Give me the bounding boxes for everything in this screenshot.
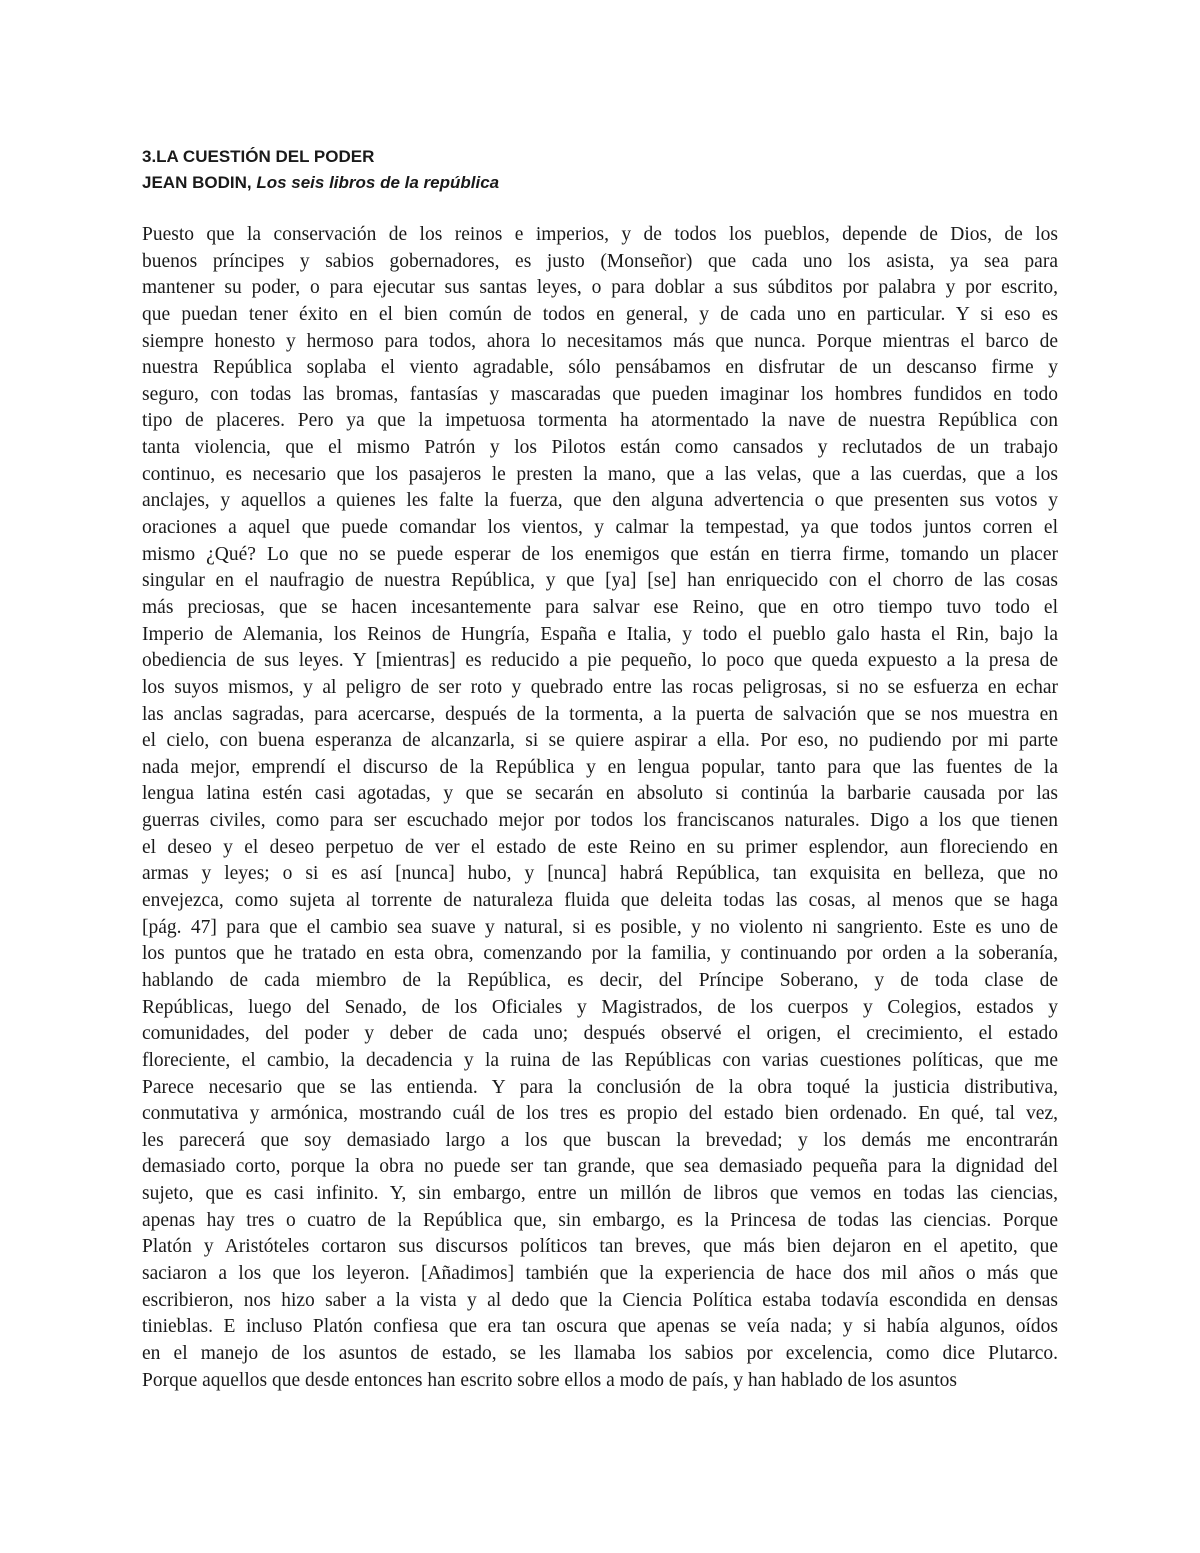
- body-line: [pág. 47] para que el cambio sea suave y natural, si es posible, y no violento ni sangriento. Este es uno de: [142, 916, 1058, 938]
- body-line: saciaron a los que los leyeron. [Añadimos] también que la experiencia de hace dos mil años o más que: [142, 1262, 1058, 1284]
- body-line: lengua latina estén casi agotadas, y que se secarán en absoluto si continúa la barbarie causada por las: [142, 783, 1058, 805]
- body-line: obediencia de sus leyes. Y [mientras] es reducido a pie pequeño, lo poco que queda expuesto a la presa de: [142, 650, 1058, 672]
- body-line: continuo, es necesario que los pasajeros le presten la mano, que a las velas, que a las cuerdas, que a los: [142, 463, 1058, 485]
- body-line: les parecerá que soy demasiado largo a los que buscan la brevedad; y los demás me encontrarán: [142, 1129, 1058, 1151]
- body-line: floreciente, el cambio, la decadencia y la ruina de las Repúblicas con varias cuestiones políticas, que me: [142, 1049, 1058, 1071]
- body-line: tinieblas. E incluso Platón confiesa que era tan oscura que apenas se veía nada; y si había algunos, oídos: [142, 1316, 1058, 1338]
- body-line: nuestra República soplaba el viento agradable, sólo pensábamos en disfrutar de un descanso firme y: [142, 357, 1058, 379]
- body-line: nada mejor, emprendí el discurso de la República y en lengua popular, tanto para que las fuentes de la: [142, 756, 1058, 778]
- body-line: apenas hay tres o cuatro de la República que, sin embargo, es la Princesa de todas las ciencias. Porque: [142, 1209, 1058, 1231]
- body-line: anclajes, y aquellos a quienes les falte la fuerza, que den alguna advertencia o que presenten sus votos y: [142, 490, 1058, 512]
- body-line: Parece necesario que se las entienda. Y para la conclusión de la obra toqué la justicia distributiva,: [142, 1076, 1058, 1098]
- body-line: buenos príncipes y sabios gobernadores, es justo (Monseñor) que cada uno los asista, ya sea para: [142, 250, 1058, 272]
- body-line: envejezca, como sujeta al torrente de naturaleza fluida que deleita todas las cosas, al menos que se haga: [142, 890, 1058, 912]
- body-line: oraciones a aquel que puede comandar los vientos, y calmar la tempestad, ya que todos juntos corren el: [142, 517, 1058, 539]
- body-line: conmutativa y armónica, mostrando cuál de los tres es propio del estado bien ordenado. En qué, tal vez,: [142, 1103, 1058, 1125]
- work-title: Los seis libros de la república: [256, 173, 500, 192]
- body-line: tanta violencia, que el mismo Patrón y los Pilotos están como cansados y reclutados de un trabajo: [142, 437, 1058, 459]
- body-line: los suyos mismos, y al peligro de ser roto y quebrado entre las rocas peligrosas, si no se esfuerza en echar: [142, 676, 1058, 698]
- author-line: [142, 170, 1058, 196]
- body-line: siempre honesto y hermoso para todos, ahora lo necesitamos más que nunca. Porque mientras el barco de: [142, 330, 1058, 352]
- body-line: el deseo y el deseo perpetuo de ver el estado de este Reino en su primer esplendor, aun floreciendo en: [142, 836, 1058, 858]
- body-line: en el manejo de los asuntos de estado, se les llamaba los sabios por excelencia, como dice Plutarco.: [142, 1342, 1058, 1364]
- body-line: armas y leyes; o si es así [nunca] hubo, y [nunca] habrá República, tan exquisita en belleza, que no: [142, 863, 1058, 885]
- body-line: Imperio de Alemania, los Reinos de Hungría, España e Italia, y todo el pueblo galo hasta el Rin, bajo la: [142, 623, 1058, 645]
- body-text: [142, 222, 1058, 1394]
- body-line: seguro, con todas las bromas, fantasías y mascaradas que pueden imaginar los hombres fundidos en todo: [142, 383, 1058, 405]
- body-line: demasiado corto, porque la obra no puede ser tan grande, que sea demasiado pequeña para la dignidad del: [142, 1156, 1058, 1178]
- body-line: sujeto, que es casi infinito. Y, sin embargo, entre un millón de libros que vemos en todas las ciencias,: [142, 1183, 1058, 1205]
- section-title: 3.LA CUESTIÓN DEL PODER: [142, 147, 375, 166]
- document-content: [142, 144, 1058, 1394]
- body-line: Porque aquellos que desde entonces han escrito sobre ellos a modo de país, y han hablado de los asuntos: [142, 1369, 958, 1391]
- body-line: mismo ¿Qué? Lo que no se puede esperar de los enemigos que están en tierra firme, tomando un placer: [142, 543, 1058, 565]
- author-name: JEAN BODIN,: [142, 173, 252, 192]
- body-line: los puntos que he tratado en esta obra, comenzando por la familia, y continuando por orden a la soberanía,: [142, 943, 1058, 965]
- body-line: comunidades, del poder y deber de cada uno; después observé el origen, el crecimiento, el estado: [142, 1023, 1058, 1045]
- body-line: singular en el naufragio de nuestra República, y que [ya] [se] han enriquecido con el chorro de las cosas: [142, 570, 1058, 592]
- body-line: Platón y Aristóteles cortaron sus discursos políticos tan breves, que más bien dejaron en el apetito, que: [142, 1236, 1058, 1258]
- body-line: escribieron, nos hizo saber a la vista y al dedo que la Ciencia Política estaba todavía escondida en densas: [142, 1289, 1058, 1311]
- body-line: Repúblicas, luego del Senado, de los Oficiales y Magistrados, de los cuerpos y Colegios, estados y: [142, 996, 1058, 1018]
- body-line: las anclas sagradas, para acercarse, después de la tormenta, a la puerta de salvación que se nos muestra en: [142, 703, 1058, 725]
- body-line: mantener su poder, o para ejecutar sus santas leyes, o para doblar a sus súbditos por palabra y por escrito,: [142, 277, 1058, 299]
- body-line: Puesto que la conservación de los reinos e imperios, y de todos los pueblos, depende de Dios, de los: [142, 224, 1058, 245]
- body-line: el cielo, con buena esperanza de alcanzarla, si se quiere aspirar a ella. Por eso, no pudiendo por mi parte: [142, 730, 1058, 752]
- body-line: tipo de placeres. Pero ya que la impetuosa tormenta ha atormentado la nave de nuestra República con: [142, 410, 1058, 432]
- body-line: más preciosas, que se hacen incesantemente para salvar ese Reino, que en otro tiempo tuvo todo el: [142, 596, 1058, 618]
- body-line: que puedan tener éxito en el bien común de todos en general, y de cada uno en particular. Y si eso es: [142, 303, 1058, 325]
- body-line: guerras civiles, como para ser escuchado mejor por todos los franciscanos naturales. Digo a los que tienen: [142, 810, 1058, 832]
- body-line: hablando de cada miembro de la República, es decir, del Príncipe Soberano, y de toda clase de: [142, 969, 1058, 991]
